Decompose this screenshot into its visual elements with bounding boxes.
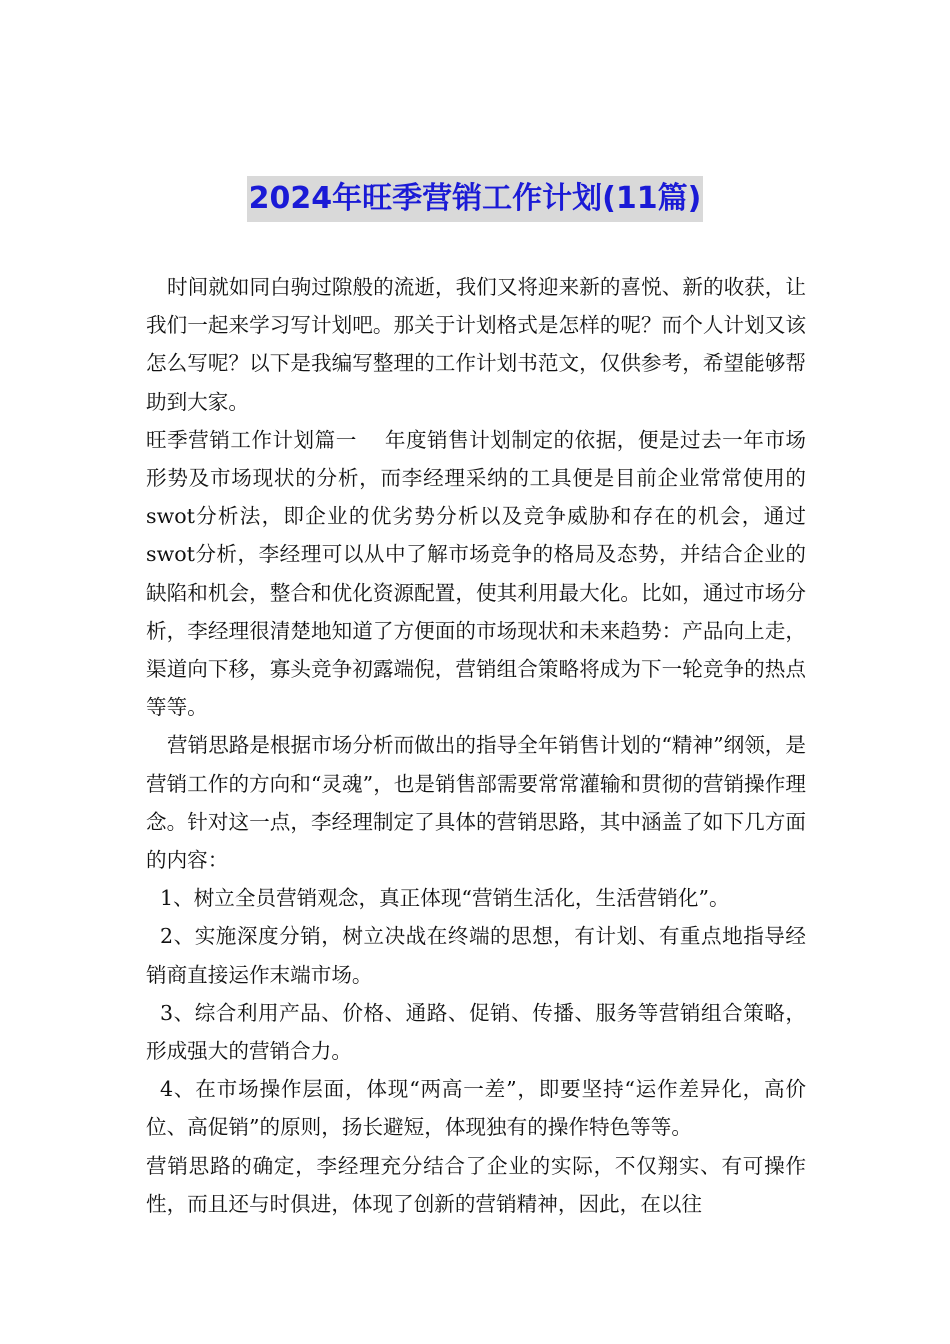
list-item-4: 4、在市场操作层面，体现“两高一差”，即要坚持“运作差异化，高价位、高促销”的原则，扬长避短，体现独有的操作特色等等。: [146, 1077, 806, 1140]
paragraph-intro: 时间就如同白驹过隙般的流逝，我们又将迎来新的喜悦、新的收获，让我们一起来学习写计划吧。那关于计划格式是怎样的呢？而个人计划又该怎么写呢？以下是我编写整理的工作计划书范文，仅供参考，希望能够帮助到大家。: [146, 275, 806, 414]
list-item-1: 1、树立全员营销观念，真正体现“营销生活化，生活营销化”。: [160, 886, 730, 911]
paragraph-marketing-ideas: 营销思路是根据市场分析而做出的指导全年销售计划的“精神”纲领，是营销工作的方向和“灵魂”，也是销售部需要常常灌输和贯彻的营销操作理念。针对这一点，李经理制定了具体的营销思路，其中涵盖了如下几方面的内容：: [146, 733, 806, 873]
title-block: [0, 176, 950, 222]
document-body: [146, 268, 806, 1223]
paragraph-conclusion: 营销思路的确定，李经理充分结合了企业的实际，不仅翔实、有可操作性，而且还与时俱进，体现了创新的营销精神，因此，在以往: [146, 1153, 806, 1216]
list-item-3: 3、综合利用产品、价格、通路、促销、传播、服务等营销组合策略，形成强大的营销合力。: [146, 1000, 806, 1064]
list-item-2: 2、实施深度分销，树立决战在终端的思想，有计划、有重点地指导经销商直接运作末端市场。: [146, 924, 806, 987]
document-title: 2024年旺季营销工作计划(11篇): [247, 176, 704, 222]
paragraph-section-1: 旺季营销工作计划篇一 年度销售计划制定的依据，便是过去一年市场形势及市场现状的分析，而李经理采纳的工具便是目前企业常常使用的swot分析法，即企业的优劣势分析以及竞争威胁和存在的机会，通过swot分析，李经理可以从中了解市场竞争的格局及态势，并结合企业的缺陷和机会，整合和优化资源配置，使其利用最大化。比如，通过市场分析，李经理很清楚地知道了方便面的市场现状和未来趋势：产品向上走，渠道向下移，寡头竞争初露端倪，营销组合策略将成为下一轮竞争的热点等等。: [146, 427, 806, 720]
